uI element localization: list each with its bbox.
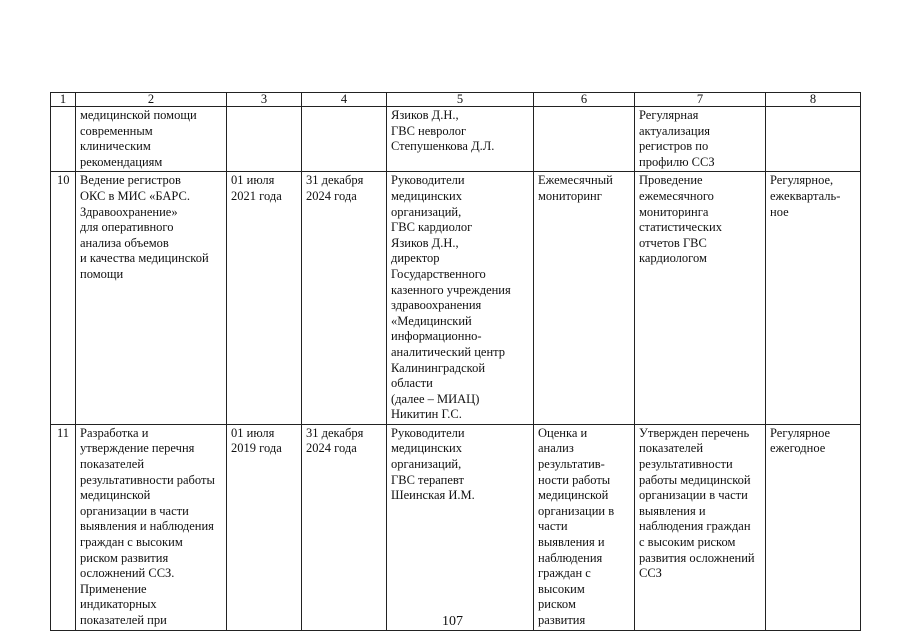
row-number-cell: 10	[51, 172, 76, 425]
header-col-5: 5	[387, 93, 534, 107]
responsible-cell: Руководители медицинских организаций, ГВС кардиолог Язиков Д.Н., директор Государственного казенного учреждения здравоохранения «Медицинский информационно- аналитический центр Калининградской области (далее – МИАЦ) Никитин Г.С.	[387, 172, 534, 425]
measures-table	[50, 92, 861, 631]
result-cell: Проведение ежемесячного мониторинга статистических отчетов ГВС кардиологом	[635, 172, 766, 425]
row-number-cell: 11	[51, 424, 76, 630]
page-number: 107	[442, 614, 463, 629]
result-cell: Регулярная актуализация регистров по профилю ССЗ	[635, 107, 766, 172]
responsible-cell: Язиков Д.Н., ГВС невролог Степушенкова Д.Л.	[387, 107, 534, 172]
end-date-cell: 31 декабря 2024 года	[302, 424, 387, 630]
start-date-cell	[227, 107, 302, 172]
characteristic-cell: Ежемесячный мониторинг	[534, 172, 635, 425]
start-date-cell: 01 июля 2019 года	[227, 424, 302, 630]
start-date-cell: 01 июля 2021 года	[227, 172, 302, 425]
header-col-2: 2	[76, 93, 227, 107]
end-date-cell	[302, 107, 387, 172]
end-date-cell: 31 декабря 2024 года	[302, 172, 387, 425]
header-col-7: 7	[635, 93, 766, 107]
frequency-cell: Регулярное ежегодное	[766, 424, 861, 630]
header-col-3: 3	[227, 93, 302, 107]
header-col-4: 4	[302, 93, 387, 107]
header-col-8: 8	[766, 93, 861, 107]
table-row	[51, 424, 861, 630]
characteristic-cell: Оценка и анализ результатив- ности работы медицинской организации в части выявления и наблюдения граждан с высоким риском развития	[534, 424, 635, 630]
responsible-cell: Руководители медицинских организаций, ГВС терапевт Шеинская И.М.	[387, 424, 534, 630]
table-row	[51, 107, 861, 172]
header-col-6: 6	[534, 93, 635, 107]
row-number-cell	[51, 107, 76, 172]
table-row	[51, 172, 861, 425]
measure-name-cell: медицинской помощи современным клиническим рекомендациям	[76, 107, 227, 172]
measure-name-cell: Разработка и утверждение перечня показателей результативности работы медицинской организации в части выявления и наблюдения граждан с высоким риском развития осложнений ССЗ. Применение индикаторных показателей при	[76, 424, 227, 630]
characteristic-cell	[534, 107, 635, 172]
frequency-cell	[766, 107, 861, 172]
measure-name-cell: Ведение регистров ОКС в МИС «БАРС. Здравоохранение» для оперативного анализа объемов и качества медицинской помощи	[76, 172, 227, 425]
header-row	[51, 93, 861, 107]
header-col-1: 1	[51, 93, 76, 107]
frequency-cell: Регулярное, ежекварталь- ное	[766, 172, 861, 425]
result-cell: Утвержден перечень показателей результативности работы медицинской организации в части выявления и наблюдения граждан с высоким риском развития осложнений ССЗ	[635, 424, 766, 630]
